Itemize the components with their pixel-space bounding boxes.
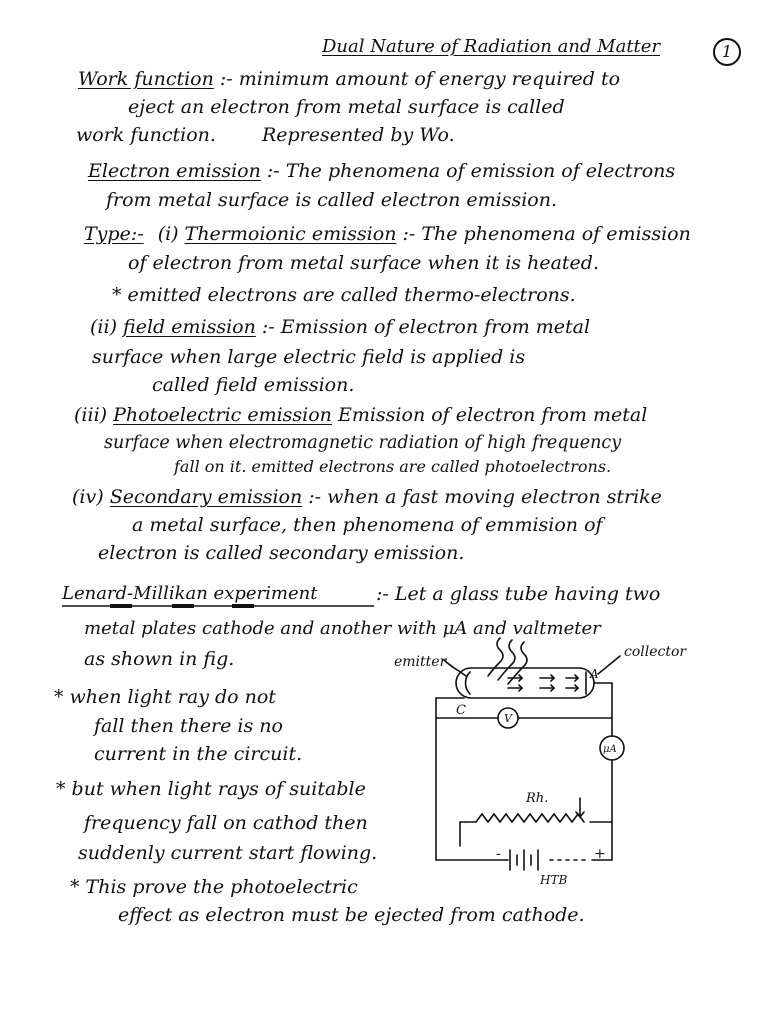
collector-label: collector — [624, 644, 687, 660]
field-emission-number: (ii) — [90, 316, 117, 338]
note1-line2: fall then there is no — [94, 715, 283, 737]
note3-line2: effect as electron must be ejected from cathode. — [118, 904, 585, 926]
type-label: Type:- — [84, 223, 144, 245]
page-number: 1 — [713, 38, 741, 66]
secondary-line2: a metal surface, then phenomena of emmision of — [132, 514, 603, 536]
thermionic-note: * emitted electrons are called thermo-electrons. — [112, 284, 576, 306]
photoelectric-line3: fall on it. emitted electrons are called photoelectrons. — [174, 457, 612, 476]
light-ray-1 — [488, 638, 503, 676]
lenard-underline — [62, 604, 374, 608]
page-title: Dual Nature of Radiation and Matter — [322, 36, 661, 57]
collector-pointer — [598, 656, 620, 674]
photoelectric-number: (iii) — [74, 404, 108, 426]
cathode-label: C — [456, 703, 466, 718]
note3-line1: * This prove the photoelectric — [70, 876, 358, 898]
work-function-text1: :- minimum amount of energy required to — [219, 68, 621, 90]
photoelectric-line1 — [74, 404, 647, 426]
work-function-text3a: work function. — [76, 124, 216, 146]
field-emission-line1 — [90, 316, 590, 338]
electron-emission-line2: from metal surface is called electron emission. — [106, 189, 558, 211]
thermionic-line1 — [84, 223, 691, 245]
field-emission-line3: called field emission. — [152, 374, 355, 396]
thermionic-line2: of electron from metal surface when it is heated. — [128, 252, 599, 274]
secondary-text1: :- when a fast moving electron strike — [308, 486, 662, 508]
light-ray-2 — [498, 640, 515, 680]
work-function-line2: eject an electron from metal surface is called — [128, 96, 565, 118]
electron-emission-line1 — [88, 160, 675, 182]
emitter-label: emitter — [394, 654, 447, 670]
work-function-text3b: Represented by Wo. — [261, 124, 455, 146]
secondary-heading: Secondary emission — [109, 486, 303, 508]
secondary-line1 — [72, 486, 662, 508]
electron-emission-text1: :- The phenomena of emission of electrons — [266, 160, 676, 182]
battery-label: HTB — [540, 873, 568, 886]
note1-line1: * when light ray do not — [54, 686, 276, 708]
lenard-heading: Lenard-Millikan experiment — [62, 583, 318, 604]
ammeter-label: μA — [603, 744, 617, 755]
photoelectric-text1: Emission of electron from metal — [337, 404, 648, 426]
field-emission-line2: surface when large electric field is applied is — [92, 346, 526, 368]
battery-plus: + — [594, 846, 606, 862]
thermionic-number: (i) — [157, 223, 179, 245]
voltmeter-label: V — [504, 712, 512, 725]
thermionic-heading: Thermoionic emission — [184, 223, 397, 245]
photoelectric-circuit-diagram — [380, 636, 740, 886]
wire-right — [594, 683, 612, 736]
rheostat-label: Rh. — [526, 791, 549, 806]
lenard-line3: as shown in fig. — [84, 648, 235, 670]
note1-line3: current in the circuit. — [94, 743, 303, 765]
field-emission-heading: field emission — [123, 316, 256, 338]
glass-tube — [456, 668, 594, 698]
note2-line1: * but when light rays of suitable — [56, 778, 366, 800]
note2-line3: suddenly current start flowing. — [78, 842, 378, 864]
battery-minus: - — [496, 846, 501, 862]
anode-label: A — [590, 667, 599, 681]
secondary-number: (iv) — [72, 486, 104, 508]
emitter-pointer — [444, 660, 466, 676]
photoelectric-line2: surface when electromagnetic radiation of high frequency — [104, 433, 622, 453]
lenard-line2: metal plates cathode and another with μA and valtmeter — [84, 618, 601, 639]
secondary-line3: electron is called secondary emission. — [98, 542, 465, 564]
work-function-heading: Work function — [78, 68, 214, 90]
work-function-line1 — [78, 68, 620, 90]
field-emission-text1: :- Emission of electron from metal — [261, 316, 591, 338]
rheostat — [476, 814, 584, 822]
work-function-line3 — [76, 124, 455, 146]
note2-line2: frequency fall on cathod then — [84, 812, 368, 834]
rheostat-slider — [576, 798, 584, 817]
electron-emission-heading: Electron emission — [88, 160, 261, 182]
photoelectric-heading: Photoelectric emission — [113, 404, 332, 426]
lenard-line1: :- Let a glass tube having two — [376, 583, 661, 605]
thermionic-text1: :- The phenomena of emission — [402, 223, 691, 245]
